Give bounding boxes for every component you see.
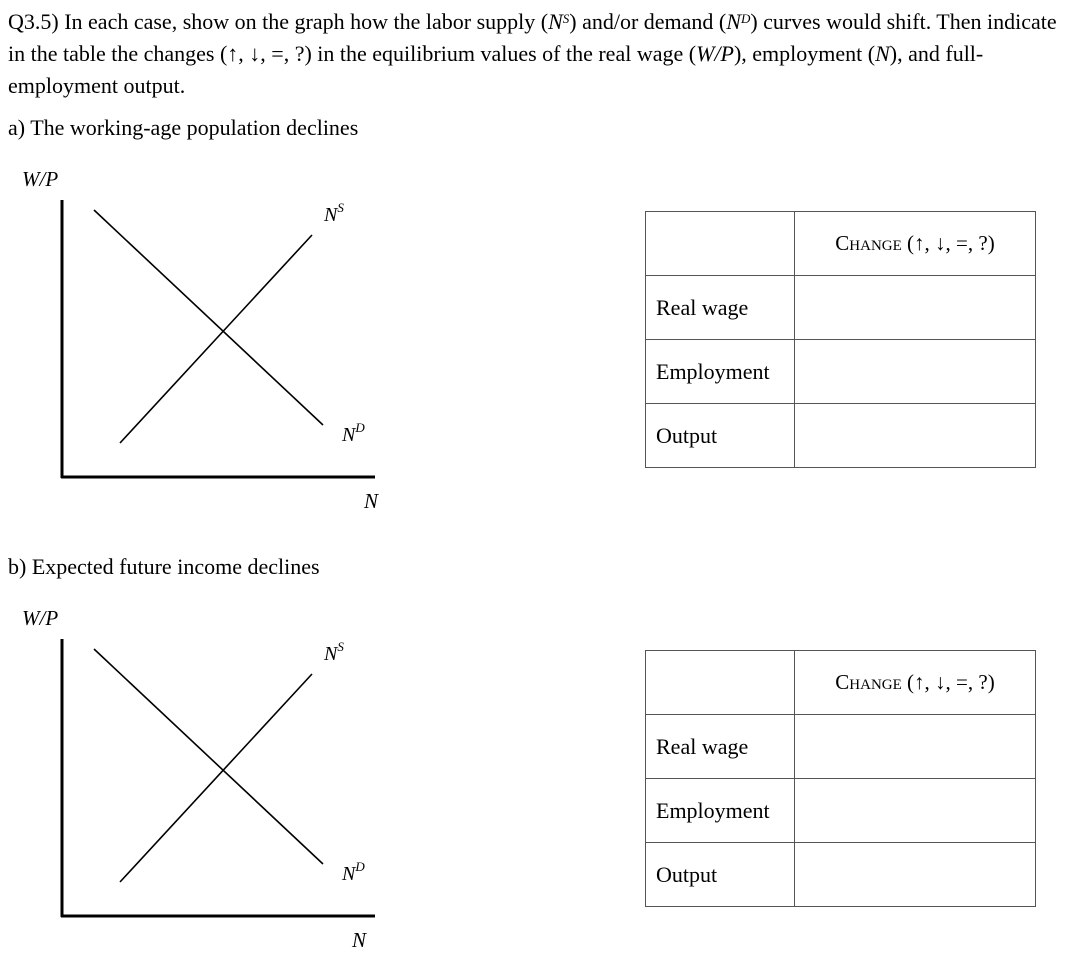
real-wage-symbol: W/P: [696, 41, 734, 66]
part-a-labor-market-graph[interactable]: [0, 190, 400, 530]
part-a-supply-curve: [120, 235, 312, 443]
question-segment: ) curves would shift. Then indicate in the table the changes (↑, ↓, =, ?) in the equilibrium values of the real wage (: [8, 9, 1057, 66]
nd-superscript: D: [740, 11, 751, 26]
table-row: [646, 843, 1036, 907]
table-empty-corner: [646, 212, 795, 276]
row-label-real-wage: Real wage: [646, 276, 795, 340]
part-a-y-axis-label: W/P: [22, 167, 59, 191]
part-b-x-axis-label: N: [352, 928, 367, 952]
part-b-labor-market-graph[interactable]: [0, 629, 400, 969]
answer-cell-output[interactable]: [795, 843, 1036, 907]
table-empty-corner: [646, 651, 795, 715]
part-b-change-table: [645, 650, 1036, 907]
row-label-output: Output: [646, 843, 795, 907]
part-a-supply-label: $N^S$: [324, 200, 344, 226]
part-b-demand-curve: [94, 649, 323, 864]
nd-symbol: N: [726, 9, 741, 34]
row-label-employment: Employment: [646, 340, 795, 404]
part-a-title: a) The working-age population declines: [8, 115, 359, 140]
answer-cell-employment[interactable]: [795, 779, 1036, 843]
ns-superscript: S: [562, 11, 570, 26]
answer-cell-employment[interactable]: [795, 340, 1036, 404]
table-row: [646, 404, 1036, 468]
question-segment: Q3.5) In each case, show on the graph how the labor supply (: [8, 9, 549, 34]
part-a-x-axis-label: N: [364, 489, 379, 513]
change-header: Change (↑, ↓, =, ?): [795, 651, 1036, 715]
part-b-supply-curve: [120, 674, 312, 882]
row-label-real-wage: Real wage: [646, 715, 795, 779]
part-b-demand-label: $N^D$: [342, 859, 365, 885]
change-header: Change (↑, ↓, =, ?): [795, 212, 1036, 276]
answer-cell-real-wage[interactable]: [795, 715, 1036, 779]
answer-cell-output[interactable]: [795, 404, 1036, 468]
employment-symbol: N: [875, 41, 890, 66]
ns-symbol: N: [548, 9, 563, 34]
part-a-change-table: [645, 211, 1036, 468]
row-label-employment: Employment: [646, 779, 795, 843]
question-segment: ), and full-employment output.: [8, 41, 984, 98]
question-text: [8, 6, 1078, 102]
part-b-supply-label: $N^S$: [324, 639, 344, 665]
table-row: [646, 340, 1036, 404]
table-row: [646, 276, 1036, 340]
question-segment: ), employment (: [733, 41, 876, 66]
table-header-row: [646, 212, 1036, 276]
question-segment: ) and/or demand (: [569, 9, 727, 34]
table-row: [646, 779, 1036, 843]
part-a-demand-label: $N^D$: [342, 420, 365, 446]
part-b-title: b) Expected future income declines: [8, 554, 320, 579]
answer-cell-real-wage[interactable]: [795, 276, 1036, 340]
table-header-row: [646, 651, 1036, 715]
part-a-demand-curve: [94, 210, 323, 425]
table-row: [646, 715, 1036, 779]
part-b-y-axis-label: W/P: [22, 606, 59, 630]
row-label-output: Output: [646, 404, 795, 468]
